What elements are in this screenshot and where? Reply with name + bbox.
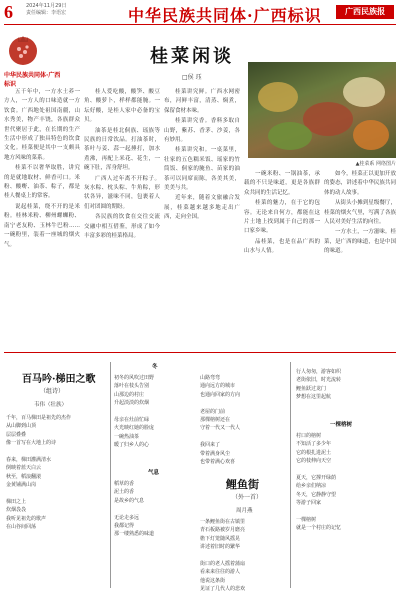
paragraph: 五千年中，一方水土养一方人，一方人的口味造就一方饮食。广西地处祖国南疆，山水秀美，物产丰饶，各族群众世代聚居于此，在长期的生产生活中形成了独具特色的饮食文化。桂菜便是其中一支颇具地方风味的菜系。 — [4, 89, 80, 161]
poem-body-breath: 稻草的香 泥土的香 是故乡的气息 无论走多远 我都记得 那一缕熟悉的味道 — [114, 481, 155, 538]
paragraph: 桂菜讲究鲜。广西水网密布，河鲜丰富，清蒸、焖煮，保留食材本味。 — [164, 89, 240, 114]
paragraph: 桂菜的魅力，在于它的包容。无论来自何方，都能在这片土地上找到属于自己的那一口家乡味。 — [244, 200, 320, 235]
paragraph: 广西人过年离不开粽子。灰水粽、枕头粽、牛角粽，形状各异，滋味不同，包裹着人们对团圆的期盼。 — [84, 175, 160, 210]
poem-body-middle: 山路弯弯 通向远方的城市 也通向回家的方向 老屋的门前 那棵榕树还在 守着一代又一代人 我回来了 带着满身风尘 也带着满心欢喜 — [200, 375, 241, 466]
editor-credit: 责任编辑：李语宏 — [26, 10, 67, 16]
poem-author-left: 韦伟（壮族） — [34, 402, 68, 408]
paragraph: 桂人爱吃酸，酸笋、酸豆角、酸萝卜，样样都能腌。一坛好酸，是桂人家中必备的宝贝。 — [84, 89, 160, 124]
paragraph: 如今，桂菜正以更加开放的姿态，讲述着中华民族共同体的动人故事。 — [324, 171, 396, 196]
issue-date: 2024年11月29日 — [26, 3, 67, 9]
photo-caption: ▲桂菜系 网络图片 — [355, 161, 396, 167]
article-column-4 — [244, 170, 320, 350]
poem-subtitle-left: （组诗） — [40, 388, 65, 395]
paragraph: 油茶是桂北侗族、瑶族等民族的日常饮品。打油茶时，茶叶与姜、蒜一起捶打，加水煮沸，再配上米花、花生，一碗下肚，浑身舒坦。 — [84, 127, 160, 172]
paragraph: 说起桂菜，绕不开的是米粉。桂林米粉、柳州螺蛳粉、南宁老友粉、玉林牛巴粉……一碗粉里，装着一座城的烟火气。 — [4, 203, 80, 248]
poem-body-left: 千年，百马梯田是祖先的杰作 从山脚到山顶 层层叠叠 像一首写在大地上的诗 春来，梯田灌满清水 倒映着蓝天白云 秋至，稻浪翻滚 金黄铺满山岗 梯田之上 炊烟袅袅 我听见祖先的歌声 在山谷间回荡 — [6, 415, 72, 531]
poem-subtitle-right: （外一首） — [232, 494, 263, 501]
header-meta — [26, 3, 66, 17]
section-divider — [4, 352, 396, 353]
paper-name-badge: 广西民族报 — [336, 5, 394, 19]
article-column-2 — [84, 88, 160, 350]
paragraph: 近年来，随着文旅融合发展，桂菜越来越多地走出广西，走向全国。 — [164, 195, 240, 221]
paragraph: 桂菜不以奢华取胜，讲究的是就地取材、鲜香可口。米粉、酸嘢、油茶、粽子，都是桂人餐桌上的常客。 — [4, 165, 80, 200]
article-title: 桂菜闲谈 — [150, 46, 234, 67]
article-column-3 — [164, 88, 240, 350]
poem-heading-breath: 气息 — [148, 470, 160, 476]
section-masthead: 中华民族共同体·广西标识 — [128, 6, 322, 25]
poem-title-right: 鲤鱼街 — [226, 478, 259, 491]
poetry-section — [0, 356, 400, 592]
paragraph: 一碗米粉、一锅油茶，承载的不只是味道，更是各族群众共同的生活记忆。 — [244, 171, 320, 196]
article-column-1 — [4, 88, 80, 350]
article-byline: □侯 珏 — [182, 74, 202, 81]
paragraph: 品桂菜，也是在品广西的山水与人情。 — [244, 238, 320, 255]
poem-body-banyan: 村口的榕树 不知活了多少年 它的根扎进泥土 它的枝伸向天空 夏天，它撑开绿荫 给乡亲们纳凉 冬天，它静静守望 等游子回家 一棵榕树 就是一个村庄的记忆 — [296, 433, 342, 532]
paragraph: 桂菜讲究香。香料多取自山野，紫苏、香茅、沙姜，各有妙用。 — [164, 118, 240, 144]
poem-heading-banyan: 一棵榕树 — [330, 422, 353, 428]
article-photo — [248, 62, 396, 158]
page-number: 6 — [4, 2, 13, 22]
pomegranate-logo-icon — [6, 30, 40, 68]
paragraph: 从街头小摊到星级餐厅，桂菜的烟火气里，写满了各族人民对美好生活的向往。 — [324, 200, 396, 226]
page-header — [0, 0, 400, 30]
poem-body-far-top: 行人匆匆，游客如织 老街依旧，时光流转 鲤鱼跃过龙门 梦想在这里起航 — [296, 369, 342, 401]
poem-title-left: 百马吟·梯田之歌 — [22, 374, 96, 385]
paragraph: 一方水土，一方滋味。桂菜，是广西的味道，也是中国的味道。 — [324, 229, 396, 255]
paragraph: 各民族的饮食在交往交流交融中相互借鉴，形成了如今丰富多彩的桂菜格局。 — [84, 214, 160, 240]
poem-body-winter: 初冬的风吹过田野 落叶在枝头告别 山那边的村庄 升起淡淡的炊烟 母亲在灶前忙碌 火光映红她的脸庞 一碗热油茶 暖了归乡人的心 — [114, 375, 155, 449]
poem-heading-winter: 冬 — [152, 364, 158, 370]
logo-caption: 中华民族共同体·广西标识 — [4, 72, 61, 88]
poem-body-right: 一条鲤鱼街在古镇里 青石板路被岁月磨亮 檐下灯笼随风摇晃 讲述着旧时的繁华 街口的老人摇着蒲扇 看来来往往的游人 他说这条街 见证了几代人的悲欢 — [200, 519, 246, 593]
column-divider — [110, 362, 111, 588]
paragraph: 桂菜讲究和。一桌菜里，壮家的五色糯米饭、瑶家的竹筒饭、侗家的腌鱼、苗家的油茶可以同席而陈，各美其美，美美与共。 — [164, 147, 240, 192]
poem-author-right: 周月燕 — [236, 508, 253, 514]
column-divider — [290, 362, 291, 588]
article-column-5 — [324, 170, 396, 350]
header-rule — [4, 24, 396, 25]
